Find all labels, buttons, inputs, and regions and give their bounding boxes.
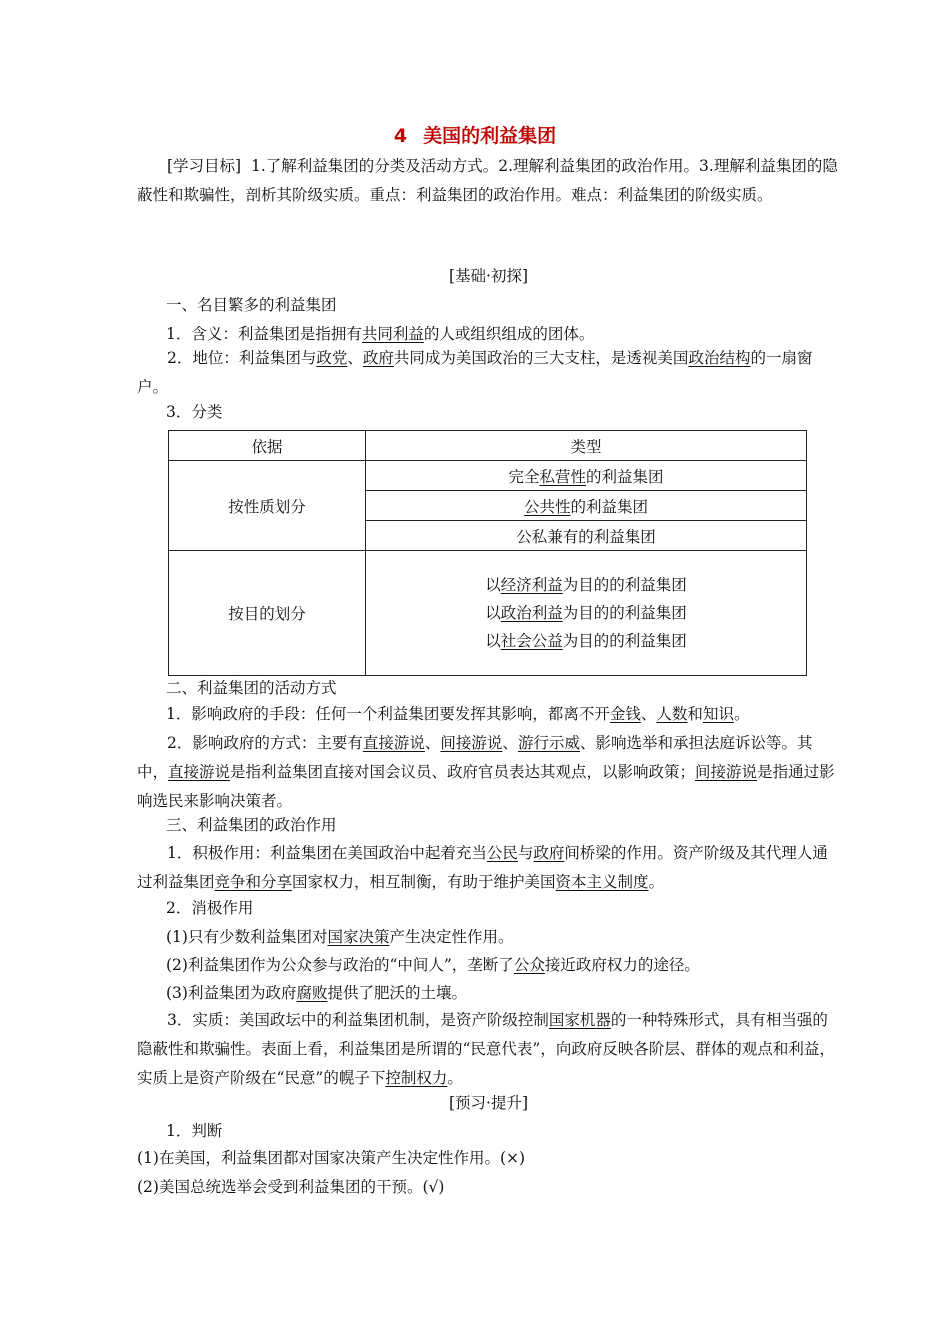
text-run: 2．地位：利益集团与 <box>167 349 317 367</box>
title-number: 4 <box>393 125 408 147</box>
text-run: 国家权力，相互制衡，有助于维护美国 <box>292 873 556 891</box>
text-run: 是指通过影响选民来影响决策者。 <box>137 763 835 810</box>
underlined-term: 私营性 <box>539 467 586 486</box>
underlined-term: 公共性 <box>523 497 571 516</box>
table-header-basis: 依据 <box>169 431 366 461</box>
text-run: (2)利益集团作为公众参与政治的“中间人”，垄断了 <box>166 956 514 974</box>
underlined-term: 控制权力 <box>385 1069 448 1087</box>
section-basic-heading: [基础·初探] <box>448 267 529 285</box>
text-run: (3)利益集团为政府 <box>166 984 297 1002</box>
underlined-term: 人数 <box>656 705 688 723</box>
text-run: 以 <box>485 632 501 650</box>
table-header-type: 类型 <box>366 431 807 461</box>
text-run: 1．影响政府的手段：任何一个利益集团要发挥其影响，都离不开 <box>166 705 610 723</box>
judge-question-2: (2)美国总统选举会受到利益集团的干预。(√) <box>137 1178 445 1196</box>
underlined-term: 社会公益 <box>500 632 563 650</box>
s3-essence <box>137 1006 840 1093</box>
text-run: 共同成为美国政治的三大支柱，是透视美国 <box>393 349 689 367</box>
underlined-term: 知识 <box>702 705 734 723</box>
text-run: 3．实质：美国政坛中的利益集团机制，是资产阶级控制 <box>167 1011 549 1029</box>
text-run: 接近政府权力的途径。 <box>544 956 700 974</box>
underlined-term: 政党 <box>316 349 348 367</box>
judge-question-1: (1)在美国，利益集团都对国家决策产生决定性作用。(×) <box>137 1149 526 1167</box>
underlined-term: 腐败 <box>296 984 328 1002</box>
text-run: 、 <box>502 734 518 752</box>
text-run: 的利益集团 <box>586 467 664 486</box>
text-run: 完全 <box>508 467 540 486</box>
underlined-term: 直接游说 <box>168 763 231 781</box>
table-row-label-nature: 按性质划分 <box>169 461 366 551</box>
s3-positive <box>137 839 840 897</box>
underlined-term: 国家决策 <box>327 928 390 946</box>
s3-heading: 三、利益集团的政治作用 <box>166 816 337 834</box>
text-run: 、 <box>424 734 441 752</box>
s2-means <box>166 700 840 729</box>
text-run: 的利益集团 <box>570 497 649 516</box>
s2-ways <box>137 729 840 816</box>
text-run: 提供了肥沃的土壤。 <box>327 984 467 1002</box>
text-run: 以 <box>485 604 501 622</box>
text-run: 的人或组织组成的团体。 <box>423 325 595 343</box>
table-line <box>366 627 806 655</box>
s1-heading: 一、名目繁多的利益集团 <box>166 296 337 314</box>
text-run: 为目的的利益集团 <box>562 632 687 650</box>
judge-heading: 1．判断 <box>166 1122 223 1140</box>
underlined-term: 经济利益 <box>500 576 563 594</box>
text-run: 与 <box>517 844 534 862</box>
table-line <box>366 571 806 599</box>
underlined-term: 公民 <box>486 844 518 862</box>
text-run: 以 <box>485 576 501 594</box>
underlined-term: 政府 <box>533 844 565 862</box>
text-run: 是指利益集团直接对国会议员、政府官员表达其观点，以影响政策； <box>230 763 696 781</box>
underlined-term: 政治结构 <box>688 349 751 367</box>
underlined-term: 国家机器 <box>548 1011 611 1029</box>
underlined-term: 金钱 <box>609 705 641 723</box>
text-run: (1)只有少数利益集团对 <box>166 928 328 946</box>
table-line <box>366 599 806 627</box>
text-run: 的一扇窗户。 <box>137 349 813 396</box>
text-run: 的一种特殊形式，具有相当强的隐蔽性和欺骗性。表面上看，利益集团是所谓的“民意代表”，向政府反映各阶层、群体的观点和利益，实质上是资产阶级在“民意”的幌子下 <box>137 1011 835 1087</box>
text-run: 、影响选举和承担法庭诉讼等。其中， <box>137 734 813 781</box>
learning-objectives <box>137 152 840 210</box>
text-run: 、 <box>347 349 363 367</box>
underlined-term: 间接游说 <box>695 763 758 781</box>
text-run: 。 <box>733 705 750 723</box>
s3-negative-heading: 2．消极作用 <box>166 899 254 917</box>
text-run: 间桥梁的作用。资产阶级及其代理人通过利益集团 <box>137 844 828 891</box>
objectives-label: [学习目标] <box>167 157 242 175</box>
section-preview-heading: [预习·提升] <box>448 1094 529 1112</box>
underlined-term: 政府 <box>362 349 394 367</box>
s2-heading: 二、利益集团的活动方式 <box>166 679 337 697</box>
underlined-term: 游行示威 <box>517 734 580 752</box>
table-cell <box>366 491 807 521</box>
text-run: 和 <box>687 705 703 723</box>
table-cell: 公私兼有的利益集团 <box>366 521 807 551</box>
text-run: 1．含义：利益集团是指拥有 <box>166 325 362 343</box>
underlined-term: 直接游说 <box>362 734 425 752</box>
s3-negative-1 <box>166 923 840 952</box>
text-run: 为目的的利益集团 <box>562 604 687 622</box>
underlined-term: 竞争和分享 <box>214 873 293 891</box>
underlined-term: 公众 <box>513 956 545 974</box>
text-run: 。 <box>447 1069 463 1087</box>
text-run: 1．积极作用：利益集团在美国政治中起着充当 <box>167 844 487 862</box>
underlined-term: 共同利益 <box>361 325 424 343</box>
s3-negative-2 <box>166 951 840 980</box>
text-run: 为目的的利益集团 <box>562 576 687 594</box>
s1-classify: 3．分类 <box>166 403 223 421</box>
text-run: 产生决定性作用。 <box>389 928 514 946</box>
objectives-text: 1.了解利益集团的分类及活动方式。2.理解利益集团的政治作用。3.理解利益集团的隐蔽性和欺骗性，剖析其阶级实质。重点：利益集团的政治作用。难点：利益集团的阶级实质。 <box>137 157 838 204</box>
classification-table <box>168 430 807 676</box>
underlined-term: 政治利益 <box>500 604 563 622</box>
page-title <box>0 121 950 148</box>
s3-negative-3 <box>166 979 840 1008</box>
underlined-term: 资本主义制度 <box>555 873 649 891</box>
underlined-term: 间接游说 <box>440 734 503 752</box>
table-cell <box>366 461 807 491</box>
text-run: 。 <box>648 873 665 891</box>
table-cell <box>366 551 807 676</box>
s1-position <box>137 344 840 402</box>
text-run: 2．影响政府的方式：主要有 <box>167 734 363 752</box>
text-run: 、 <box>640 705 657 723</box>
table-row-label-purpose: 按目的划分 <box>169 551 366 676</box>
title-text: 美国的利益集团 <box>423 125 557 147</box>
